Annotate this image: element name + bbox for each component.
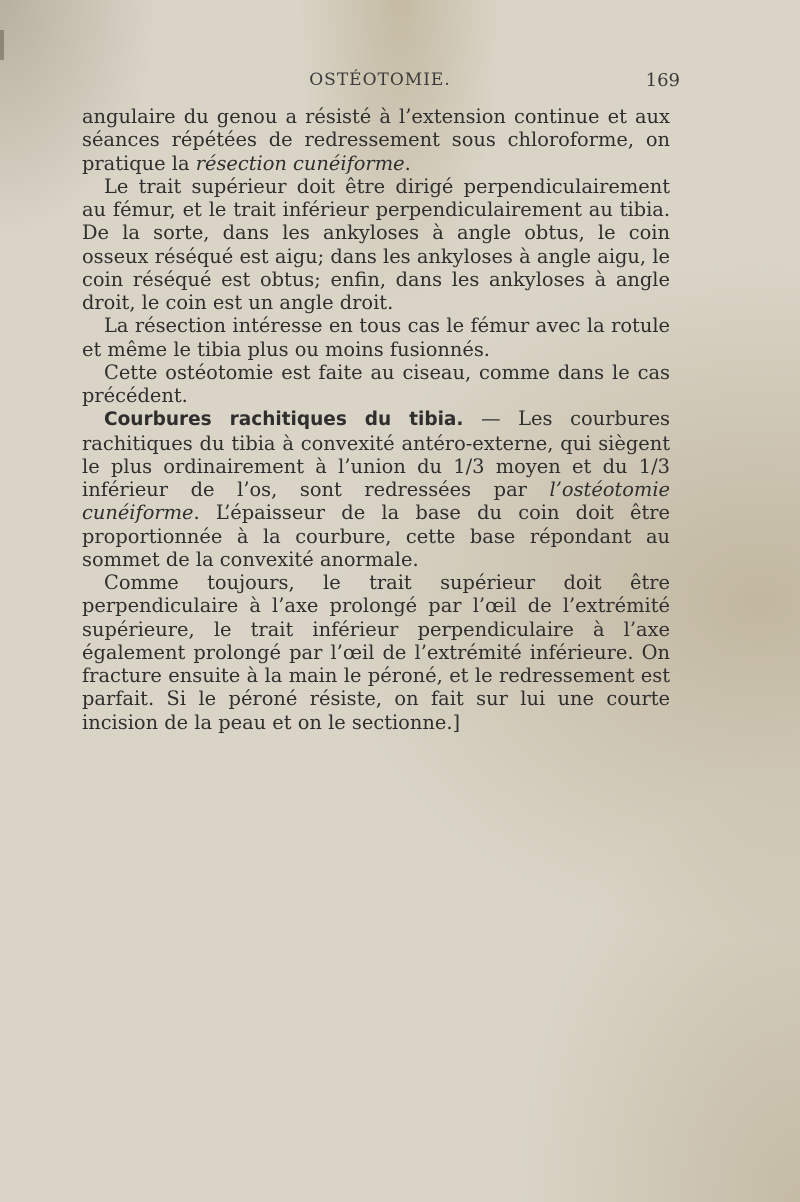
binding-edge-mark — [0, 30, 4, 60]
body-text — [82, 105, 670, 734]
page-number: 169 — [645, 70, 680, 91]
paragraph-1-italic: résection cunéiforme — [195, 151, 405, 175]
paragraph-2: Le trait supérieur doit être dirigé perpendiculairement au fémur, et le trait inférieur perpendiculairement au tibia. De la sorte, dans les ankyloses à angle obtus, le coin osseux réséqué est aigu; dans les ankyloses à angle aigu, le coin réséqué est obtus; enfin, dans les ankyloses à angle droit, le coin est un angle droit. — [82, 174, 670, 314]
paragraph-1-text: angulaire du genou a résisté à l’extension continue et aux séances répétées de redressement sous chloroforme, on pratique la — [82, 105, 670, 175]
paragraph-4: Cette ostéotomie est faite au ciseau, comme dans le cas précédent. — [82, 360, 670, 407]
running-head — [0, 70, 800, 94]
paragraph-6: Comme toujours, le trait supérieur doit être perpendiculaire à l’axe prolongé par l’œil de l’extrémité supérieure, le trait inférieur perpendiculaire à l’axe également prolongé par l’œil de l’extrémité inférieure. On fracture ensuite à la main le péroné, et le redressement est parfait. Si le péroné résiste, on fait sur lui une courte incision de la peau et on le sectionne.] — [82, 571, 670, 734]
paragraph-1 — [82, 105, 670, 175]
paragraph-5 — [82, 407, 670, 571]
paragraph-5-text: — Les courbures rachitiques du tibia à convexité antéro-externe, qui siègent le plus ordinairement à l’union du 1/3 moyen et du 1/3 inférieur de l’os, sont redressées par — [82, 407, 671, 501]
paragraph-5-italic: l’ostéotomie cunéiforme — [82, 478, 670, 525]
section-heading: Courbures rachitiques du tibia. — [104, 409, 464, 431]
paragraph-3: La résection intéresse en tous cas le fémur avec la rotule et même le tibia plus ou moins fusionnés. — [82, 314, 670, 361]
paragraph-1-end: . — [404, 151, 411, 175]
paragraph-5-end: . L’épaisseur de la base du coin doit être proportionnée à la courbure, cette base répondant au sommet de la convexité anormale. — [82, 501, 670, 571]
running-title: OSTÉOTOMIE. — [309, 70, 451, 90]
